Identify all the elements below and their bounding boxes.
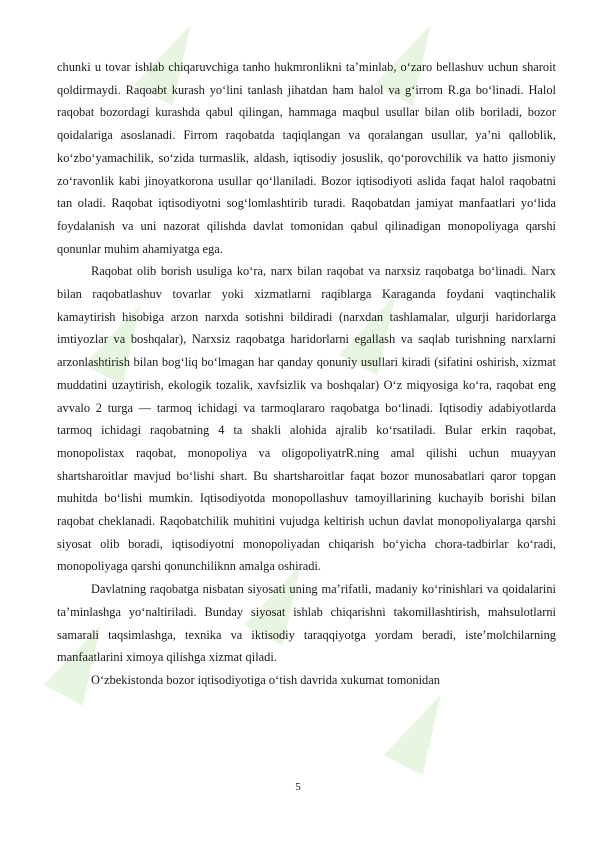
paragraph-2: Raqobat olib borish usuliga ko‘ra, narx bilan raqobat va narxsiz raqobatga bo‘linadi. Narx bilan raqobatlashuv tovarlar yoki xizmatlarni raqiblarga Karaganda foydani vaqtinchalik kamaytirish hisobiga arzon narxda sotishni bildiradi (narxdan tashlamalar, ulgurji haridorlarga imtiyozlar va boshqalar), Narxsiz raqobatga haridorlarni egallash va saqlab turishning narxlarni arzonlashtirish bilan bog‘liq bo‘lmagan har qanday qonuniy usullari kiradi (sifatini oshirish, xizmat muddatini uzaytirish, ekologik tozalik, xavfsizlik va boshqalar) O‘z miqyosiga ko‘ra, raqobat eng avvalo 2 turga — tarmoq ichidagi va tarmoqlararo raqobatga bo‘linadi. Iqtisodiy adabiyotlarda tarmoq ichidagi raqobatning 4 ta shakli alohida ajralib ko‘rsatiladi. Bular erkin raqobat, monopolistax raqobat, monopoliya va oligopoliyatrR.ning amal qilishi uchun muayyan shartsharoitlar mavjud bo‘lishi shart. Bu shartsharoitlar faqat bozor munosabatlari qaror topgan muhitda bo‘lishi mumkin. Iqtisodiyotda monopollashuv tamoyillarining kuchayib borishi bilan raqobat cheklanadi. Raqobatchilik muhitini vujudga keltirish uchun davlat monopoliyalarga qarshi siyosat olib boradi, iqtisodiyotni monopoliyadan chiqarish bo‘yicha chora-tadbirlar ko‘radi, monopoliyaga qarshi qonunchiliknn amalga oshiradi. bbox=[57, 264, 556, 574]
paragraph-3: Davlatning raqobatga nisbatan siyosati uning ma’rifatli, madaniy ko‘rinishlari va qoidalarini ta’minlashga yo‘naltiriladi. Bunday siyosat ishlab chiqarishni takomillashtirish, mahsulotlarni samarali taqsimlashga, texnika va iktisodiy taraqqiyotga yordam beradi, iste’molchilarning manfaatlarini ximoya qilishga xizmat qiladi. bbox=[57, 582, 556, 665]
paragraph-4: O‘zbekistonda bozor iqtisodiyotiga o‘tish davrida xukumat tomonidan bbox=[91, 672, 440, 687]
triangle-watermark-icon bbox=[384, 684, 460, 775]
paragraph-1: chunki u tovar ishlab chiqaruvchiga tanho hukmronlikni ta’minlab, o‘zaro bellashuv uchun sharoit qoldirmaydi. Raqoabt kurash yo‘lini tanlash jihatdan ham halol va g‘irrom R.ga bo‘linadi. Halol raqobat bozordagi kurashda qabul qilingan, hammaga maqbul usullar bilan olib boriladi, bozor qoidalariga asoslanadi. Firrom raqobatda taqiqlangan va qoralangan usullar, ya’ni qalloblik, ko‘zbo‘yamachilik, so‘zida turmaslik, aldash, iqtisodiy josuslik, qo‘porovchilik va hatto jismoniy zo‘ravonlik kabi jinoyatkorona usullar qo‘llaniladi. Bozor iqtisodiyoti aslida faqat halol raqobatni tan oladi. Raqobat iqtisodiyotni sog‘lomlashtirib turadi. Raqobatdan jamiyat manfaatlari yo‘lida foydalanish va uni nazorat qilishda davlat tomonidan qabul qilinadigan monopoliyaga qarshi qonunlar muhim ahamiyatga ega. bbox=[57, 60, 556, 256]
document-body bbox=[57, 56, 556, 692]
page-number: 5 bbox=[295, 781, 301, 793]
